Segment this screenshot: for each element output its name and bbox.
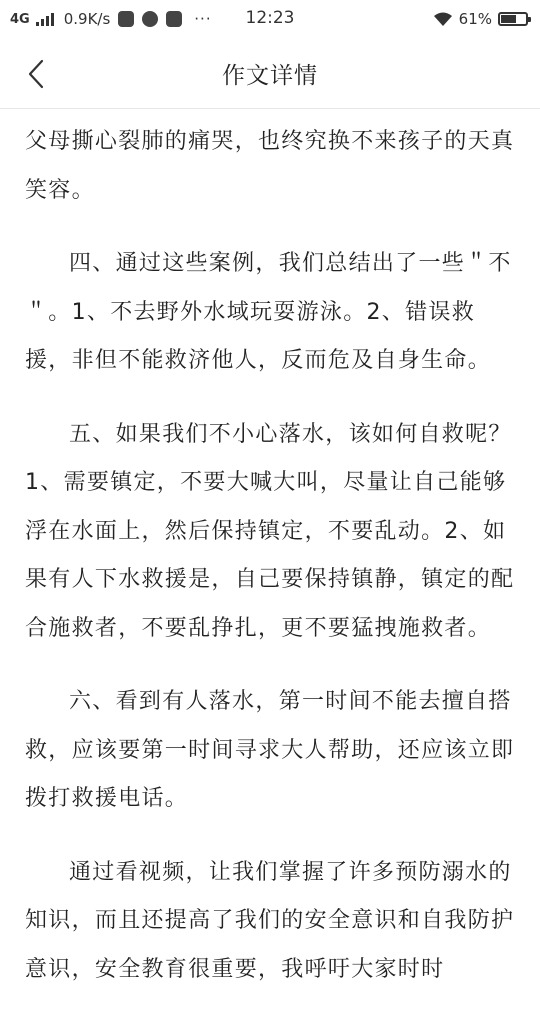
article-paragraph: 父母撕心裂肺的痛哭，也终究换不来孩子的天真笑容。 [25,129,515,203]
article-body [25,118,517,1019]
network-speed: 0.9K/s [63,10,111,28]
network-type: 4G [10,11,30,27]
header-bar [0,38,540,109]
article-paragraph: 五、如果我们不小心落水，该如何自救呢？1、需要镇定，不要大喊大叫，尽量让自己能够浮在水面上，然后保持镇定，不要乱动。2、如果有人下水救援是，自己要保持镇静，镇定的配合施救者，不要乱挣扎，更不要猛拽施救者。 [25,421,515,641]
clock: 12:23 [245,8,295,28]
article-paragraph: 通过看视频，让我们掌握了许多预防溺水的知识，而且还提高了我们的安全意识和自我防护意识，安全教育很重要，我呼吁大家时时 [25,859,515,982]
battery-icon [498,12,528,26]
page-title: 作文详情 [222,63,318,89]
status-bar [0,0,540,38]
battery-percent: 61% [458,10,492,28]
article-paragraph: 四、通过这些案例，我们总结出了一些＂不＂。1、不去野外水域玩耍游泳。2、错误救援，非但不能救济他人，反而危及自身生命。 [25,251,512,373]
wifi-icon [433,11,453,27]
article-paragraph: 六、看到有人落水，第一时间不能去擅自搭救，应该要第一时间寻求大人帮助，还应该立即拨打救援电话。 [25,689,515,811]
more-notifications-icon: ··· [194,10,212,28]
status-right [433,8,528,30]
battery-level [501,15,516,23]
